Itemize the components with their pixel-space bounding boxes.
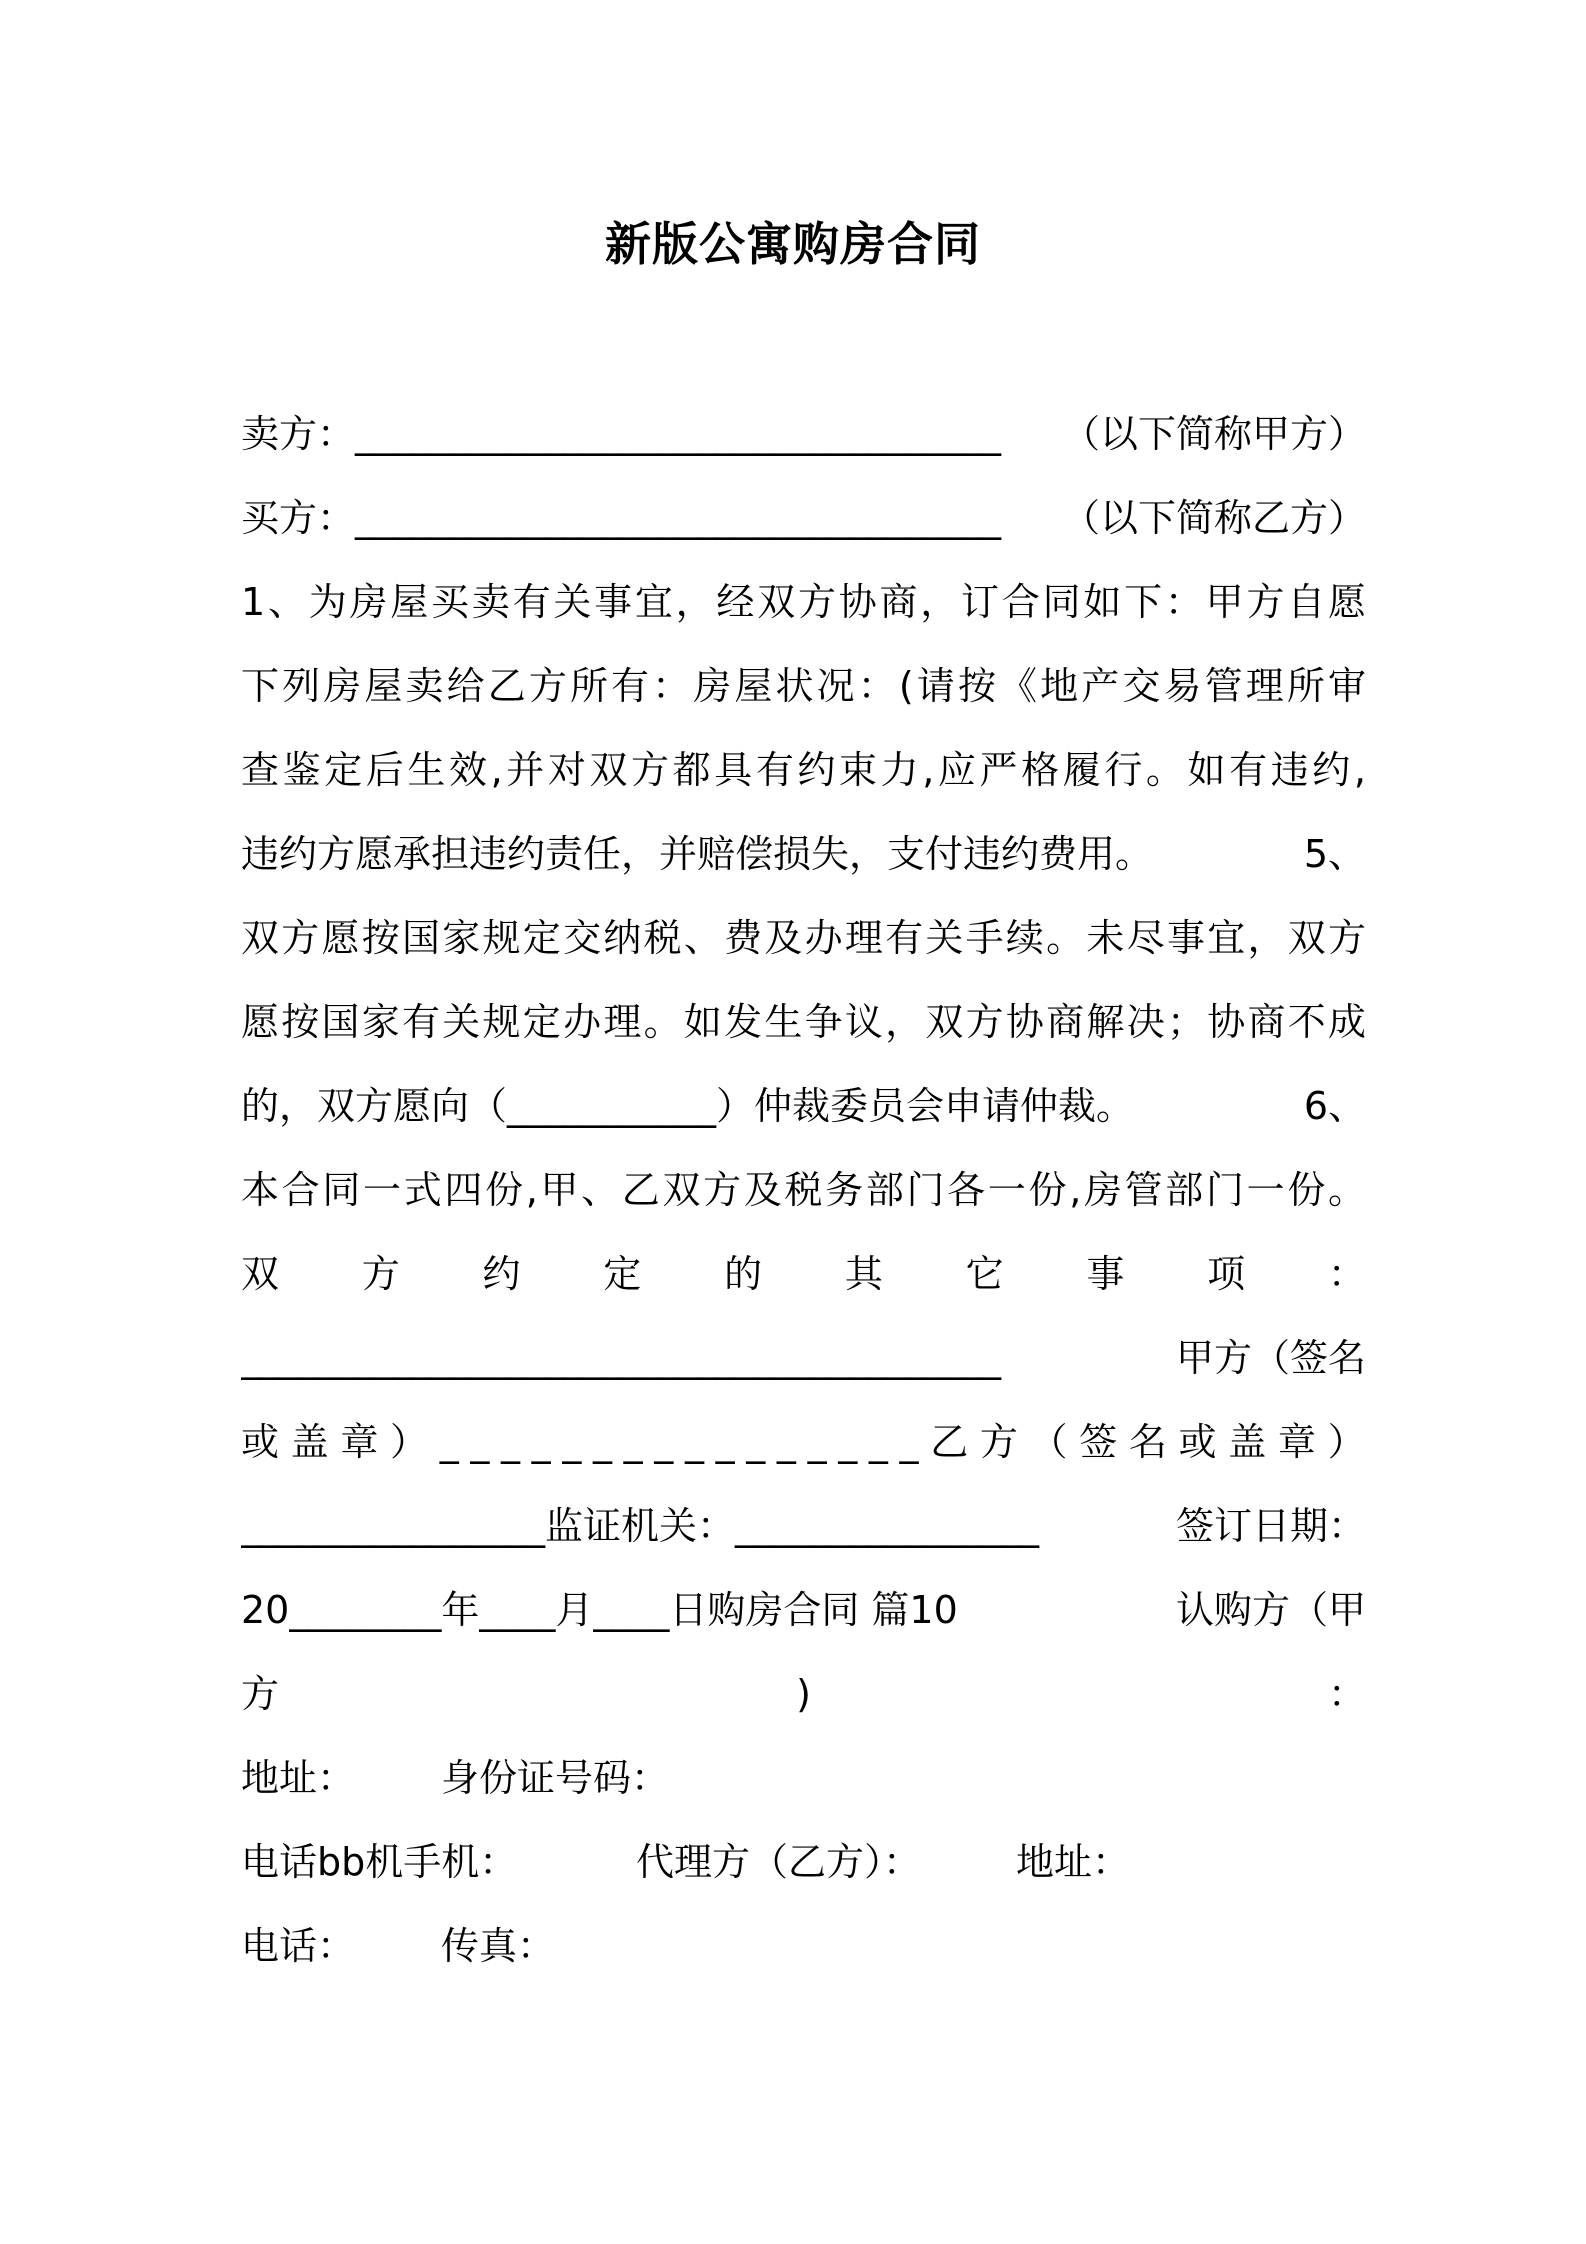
line-left-text: 违约方愿承担违约责任，并赔偿损失，支付违约费用。 (241, 832, 1154, 876)
text-line: 双 方 约 定 的 其 它 事 项 ： (241, 1252, 1366, 1296)
line-right-text: 5、 (1303, 832, 1366, 876)
text-line: 方)： (241, 1672, 1366, 1716)
line-left-text: ________________监证机关：________________ (241, 1504, 1040, 1548)
text-line (241, 1076, 1366, 1136)
text-line (241, 1832, 1366, 1892)
text-line (241, 488, 1366, 548)
text-line (241, 824, 1366, 884)
line-left-text: 20________年____月____日购房合同 篇10 (241, 1588, 958, 1632)
text-line: 1、为房屋买卖有关事宜，经双方协商，订合同如下：甲方自愿 (241, 580, 1366, 624)
text-line: 下列房屋卖给乙方所有：房屋状况：(请按《地产交易管理所审 (241, 664, 1366, 708)
text-line (241, 1496, 1366, 1556)
field-label: 地址： (241, 1756, 356, 1800)
line-right-text: 签订日期： (1175, 1504, 1366, 1548)
field-label: 电话bb机手机： (241, 1840, 518, 1884)
field-label: 地址： (1016, 1840, 1131, 1884)
line-right-text: （以下简称乙方） (1061, 496, 1366, 540)
line-right-text: 6、 (1303, 1084, 1366, 1128)
field-label: 电话： (241, 1924, 356, 1968)
line-right-text: 甲方（签名 (1175, 1336, 1366, 1380)
text-line: 双方愿按国家规定交纳税、费及办理有关手续。未尽事宜，双方 (241, 916, 1366, 960)
line-left-text: 买方：__________________________________ (241, 496, 1002, 540)
line-left-text: ________________________________________ (241, 1336, 1001, 1380)
line-left-text: 卖方：__________________________________ (241, 412, 1002, 456)
text-line: 本合同一式四份,甲、乙双方及税务部门各一份,房管部门一份。 (241, 1168, 1366, 1212)
text-line: 或 盖 章 ） _ _ _ _ _ _ _ _ _ _ _ _ _ _ _ _ 乙 方 （ 签 名 或 盖 章 ） (241, 1420, 1366, 1464)
line-right-text: （以下简称甲方） (1061, 412, 1366, 456)
field-label: 传真： (441, 1924, 556, 1968)
text-line (241, 1580, 1366, 1640)
document-title: 新版公寓购房合同 (605, 217, 981, 271)
text-line (241, 1916, 1366, 1976)
text-line (241, 404, 1366, 464)
field-label: 身份证号码： (441, 1756, 670, 1800)
text-line (241, 1748, 1366, 1808)
field-label: 代理方（乙方）： (636, 1840, 922, 1884)
text-line (241, 1328, 1366, 1388)
line-left-text: 的，双方愿向（___________）仲裁委员会申请仲裁。 (241, 1084, 1135, 1128)
line-right-text: 认购方（甲 (1175, 1588, 1366, 1632)
text-line: 查鉴定后生效,并对双方都具有约束力,应严格履行。如有违约, (241, 748, 1366, 792)
text-line: 愿按国家有关规定办理。如发生争议，双方协商解决；协商不成 (241, 1000, 1366, 1044)
